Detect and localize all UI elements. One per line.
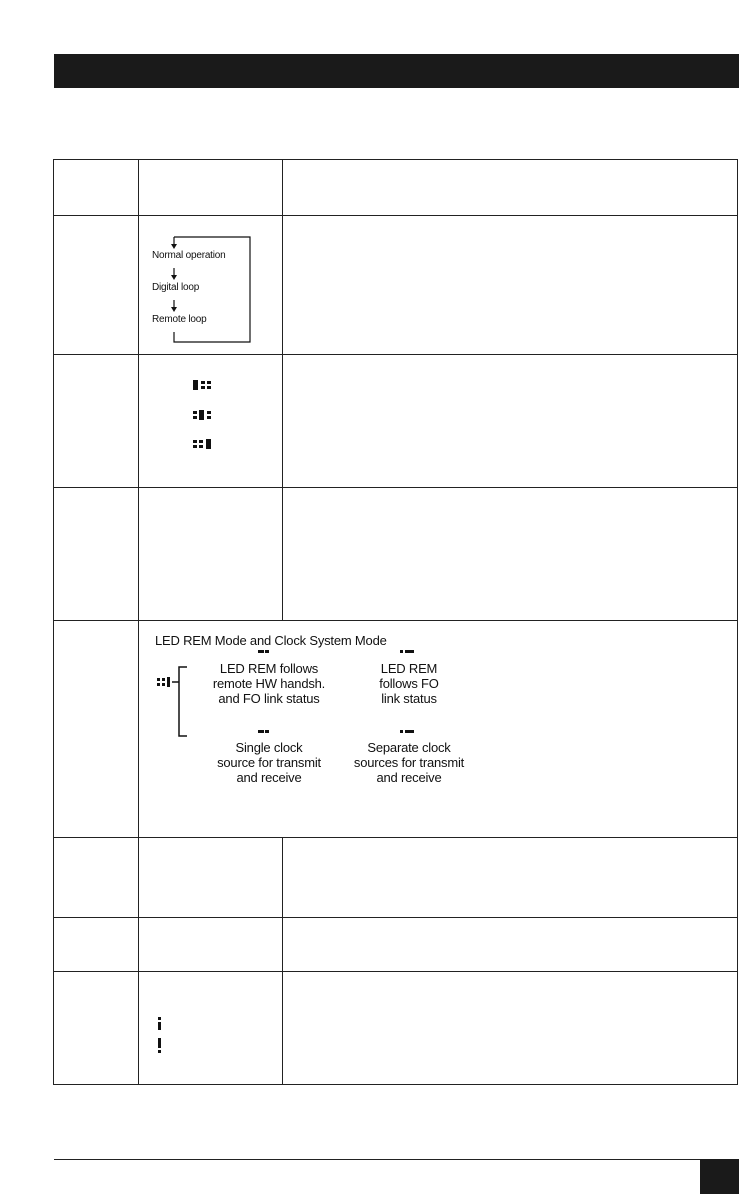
table-cell	[283, 488, 738, 621]
table-cell	[54, 160, 139, 216]
clock-left-line-3: and receive	[236, 770, 302, 785]
switch-icon-position-3	[193, 439, 219, 451]
table-cell	[139, 355, 283, 488]
loop-diagram	[139, 216, 283, 355]
footer-rule	[54, 1159, 700, 1160]
table-cell	[139, 216, 283, 355]
rem-right-line-2: follows FO	[379, 676, 439, 691]
table-cell	[139, 160, 283, 216]
table-cell	[54, 838, 139, 918]
table-cell	[283, 160, 738, 216]
rem-left-text	[194, 661, 344, 706]
table-cell	[283, 918, 738, 972]
clock-right-text	[339, 740, 479, 785]
table-row	[54, 355, 738, 488]
table-row	[54, 216, 738, 355]
clock-right-line-2: sources for transmit	[353, 755, 465, 770]
header-bar	[54, 54, 739, 88]
led-rem-title: LED REM Mode and Clock System Mode	[155, 633, 387, 648]
table-row	[54, 918, 738, 972]
switch-icon-off	[157, 1017, 163, 1031]
clock-right-line-3: and receive	[376, 770, 442, 785]
clock-left-line-2: source for transmit	[217, 755, 321, 770]
table-cell	[54, 488, 139, 621]
rem-right-line-3: link status	[381, 691, 437, 706]
clock-left-text	[194, 740, 344, 785]
table-cell	[139, 838, 283, 918]
table-cell	[139, 621, 738, 838]
rem-left-line-1: LED REM follows	[219, 661, 319, 676]
table-row	[54, 838, 738, 918]
table-cell	[283, 355, 738, 488]
table-cell	[54, 216, 139, 355]
loop-label-digital: Digital loop	[152, 282, 200, 293]
loop-label-normal: Normal operation	[152, 250, 226, 261]
loop-label-remote: Remote loop	[152, 314, 207, 325]
table-cell	[283, 216, 738, 355]
rem-left-line-2: remote HW handsh.	[212, 676, 326, 691]
table-cell	[54, 621, 139, 838]
clock-right-line-1: Separate clock	[367, 740, 451, 755]
switch-icon-position-1	[193, 380, 219, 392]
table-row	[54, 972, 738, 1085]
table-row	[54, 160, 738, 216]
clock-left-line-1: Single clock	[235, 740, 303, 755]
table-cell	[139, 488, 283, 621]
table-cell	[283, 972, 738, 1085]
rem-right-text	[354, 661, 464, 706]
table-row	[54, 488, 738, 621]
table-cell	[54, 972, 139, 1085]
table-row	[54, 621, 738, 838]
settings-table	[53, 159, 738, 1085]
table-cell	[139, 972, 283, 1085]
switch-icon-on	[157, 1038, 163, 1054]
rem-left-line-3: and FO link status	[218, 691, 320, 706]
table-cell	[283, 838, 738, 918]
led-rem-diagram	[139, 621, 739, 838]
table-cell	[54, 355, 139, 488]
table-cell	[54, 918, 139, 972]
rem-right-line-1: LED REM	[380, 661, 438, 676]
table-cell	[139, 918, 283, 972]
led-rem-bracket	[139, 621, 739, 838]
switch-icon-position-2	[193, 410, 219, 422]
page-number-box	[700, 1159, 739, 1194]
